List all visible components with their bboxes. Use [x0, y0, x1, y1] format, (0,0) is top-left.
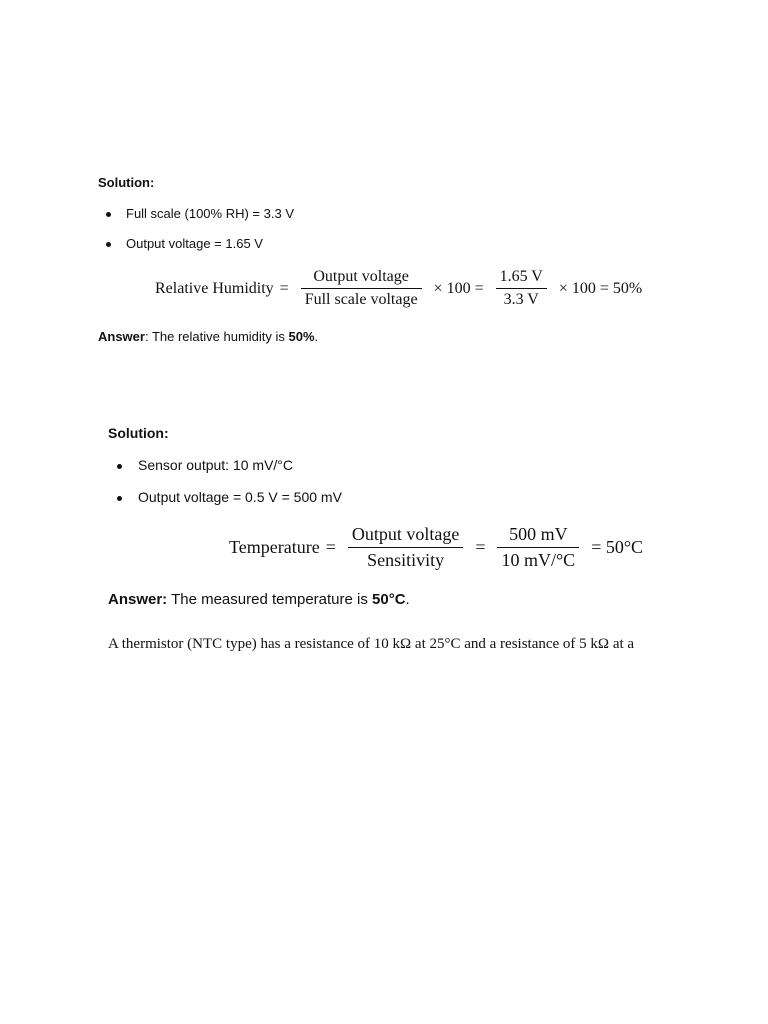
answer-text: The measured temperature is	[167, 591, 373, 608]
bullet-icon	[117, 464, 122, 469]
list-item	[138, 457, 293, 473]
fraction-denominator: Sensitivity	[367, 550, 445, 570]
fraction	[348, 524, 463, 571]
bullet-icon	[106, 242, 111, 247]
fraction	[301, 268, 422, 309]
bullet-icon	[117, 496, 122, 501]
answer-line-1	[98, 329, 318, 344]
list-item-text: Full scale (100% RH) = 3.3 V	[126, 206, 294, 221]
answer-line-2	[108, 591, 410, 608]
equals-sign: =	[325, 537, 336, 557]
fraction-numerator: 1.65 V	[499, 268, 543, 285]
list-item	[138, 489, 342, 505]
temperature-equation	[229, 524, 649, 571]
fraction-denominator: 10 mV/°C	[501, 550, 576, 570]
equation-result: × 100 = 50%	[558, 279, 643, 297]
solution-heading-2: Solution:	[108, 425, 169, 441]
fraction-numerator: Output voltage	[351, 524, 460, 544]
answer-end: .	[314, 329, 319, 344]
problem-paragraph: A thermistor (NTC type) has a resistance of 10 kΩ at 25°C and a resistance of 5 kΩ at a	[108, 636, 635, 652]
solution-heading-1: Solution:	[98, 175, 155, 190]
fraction-denominator: Full scale voltage	[304, 291, 418, 308]
list-item-text: Output voltage = 0.5 V = 500 mV	[138, 489, 342, 505]
fraction-denominator: 3.3 V	[503, 291, 539, 308]
equation-lhs: Temperature	[229, 537, 320, 557]
equals-sign: =	[475, 537, 486, 557]
fraction	[497, 524, 579, 571]
answer-label: Answer:	[108, 591, 168, 608]
fraction-numerator: 500 mV	[509, 524, 568, 544]
equation-lhs: Relative Humidity	[155, 279, 274, 297]
humidity-equation	[155, 268, 648, 309]
equation-result: = 50°C	[591, 537, 644, 557]
equals-sign: =	[279, 279, 289, 297]
equation-operator: × 100 =	[433, 279, 484, 297]
answer-text: : The relative humidity is	[144, 329, 289, 344]
list-item-text: Sensor output: 10 mV/°C	[138, 457, 294, 473]
fraction-numerator: Output voltage	[313, 268, 409, 285]
answer-value: 50°C	[372, 591, 406, 608]
fraction	[496, 268, 547, 309]
list-item-text: Output voltage = 1.65 V	[126, 236, 263, 251]
list-item	[126, 236, 263, 251]
answer-value: 50%	[288, 329, 315, 344]
answer-label: Answer	[98, 329, 145, 344]
answer-end: .	[405, 591, 410, 608]
list-item	[126, 206, 294, 221]
bullet-icon	[106, 212, 111, 217]
